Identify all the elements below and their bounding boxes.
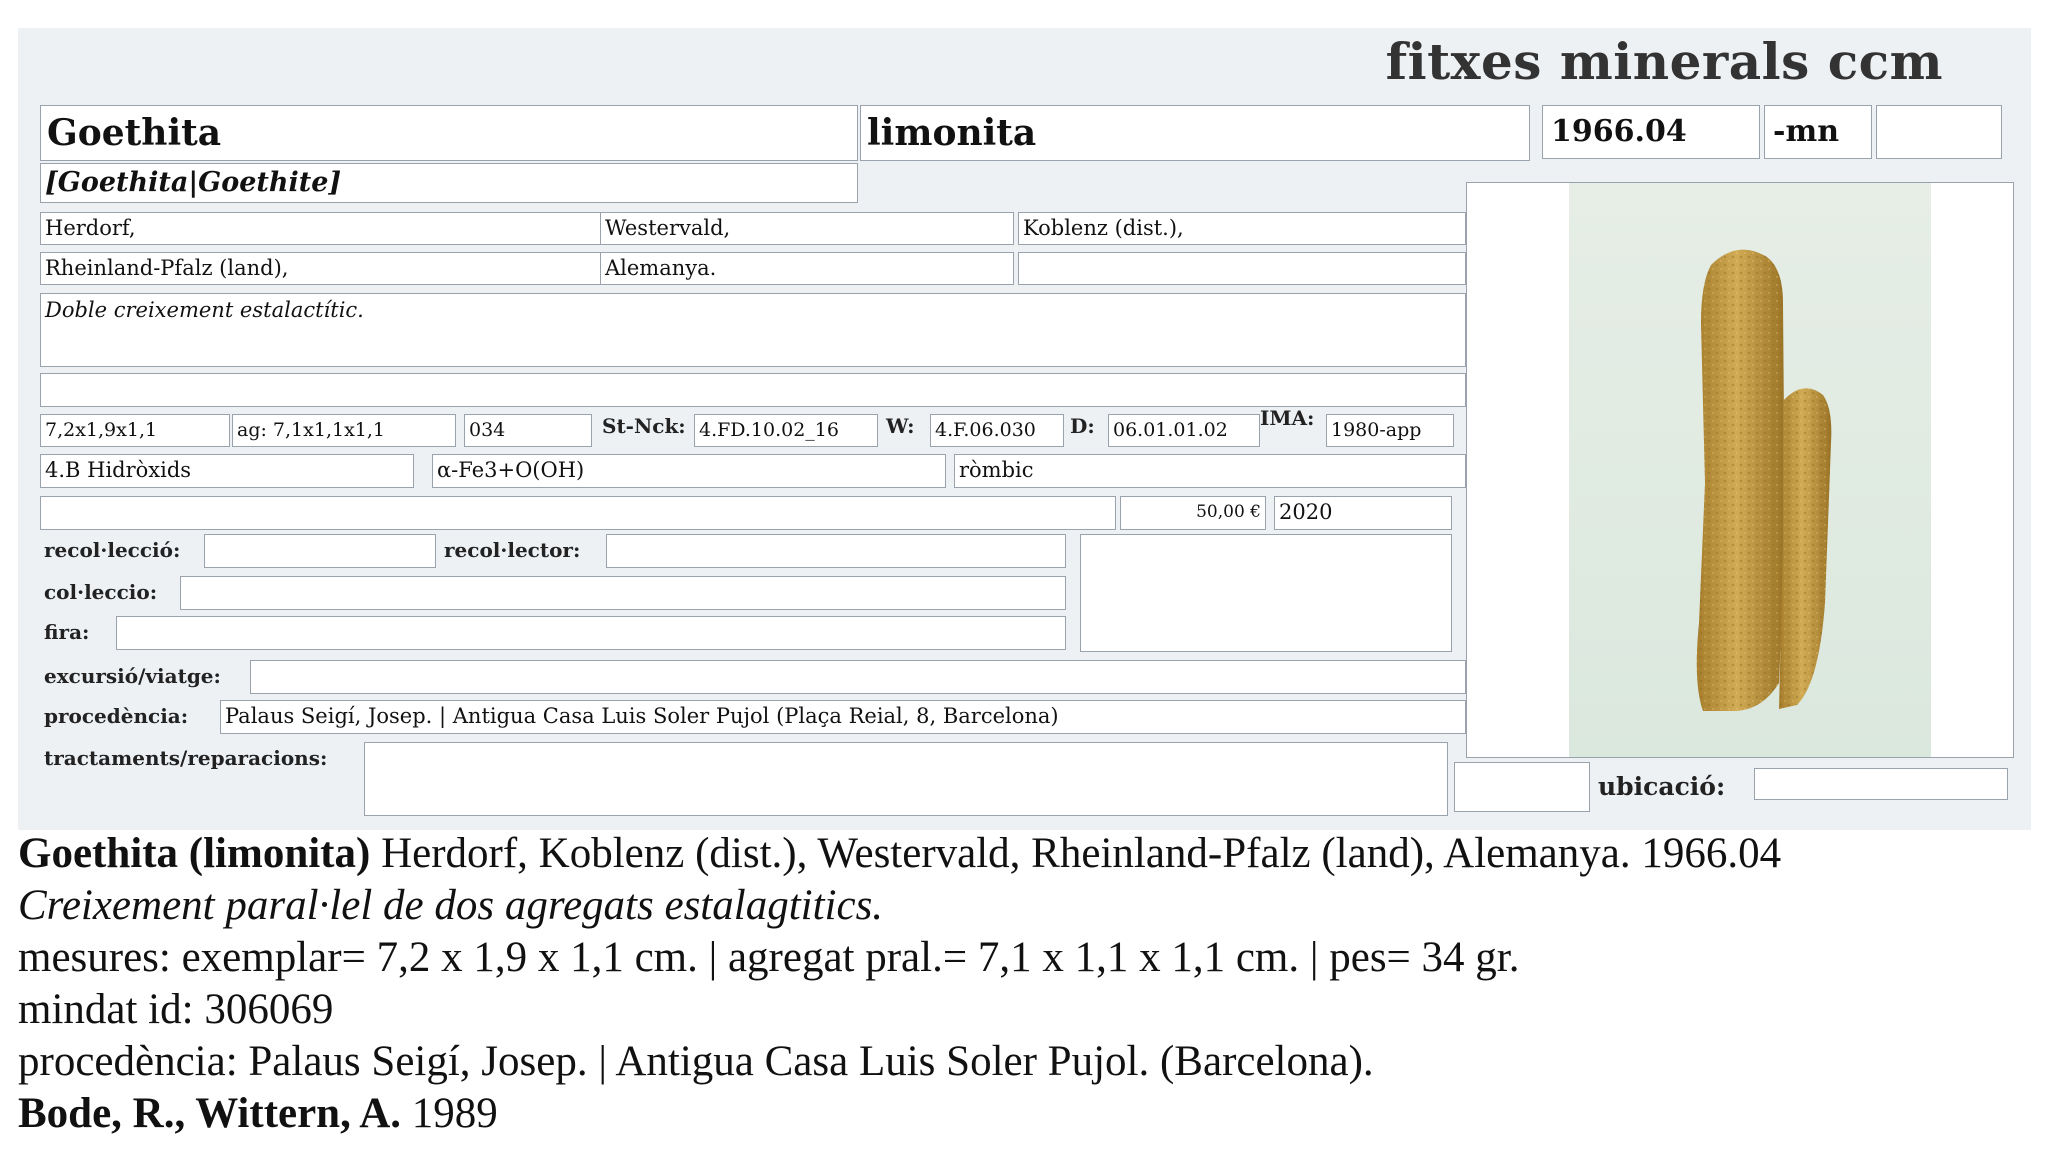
tractaments-field[interactable] bbox=[364, 742, 1448, 816]
summary-title: Goethita (limonita) bbox=[18, 830, 371, 877]
summary-authors: Bode, R., Wittern, A. bbox=[18, 1090, 402, 1137]
strunz-field[interactable]: 4.FD.10.02_16 bbox=[694, 414, 878, 447]
recol-leccio-field[interactable] bbox=[204, 534, 436, 568]
catalog-number-field[interactable]: 1966.04 bbox=[1542, 105, 1760, 159]
recol-leccio-label: recol·lecció: bbox=[44, 538, 181, 562]
mineral-specimen-photo bbox=[1467, 183, 2013, 757]
weight-field[interactable]: 034 bbox=[464, 414, 592, 447]
locality-field-3[interactable]: Koblenz (dist.), bbox=[1018, 212, 1466, 245]
mineral-name-field[interactable]: Goethita bbox=[40, 105, 858, 161]
procedencia-label: procedència: bbox=[44, 704, 189, 728]
w-label: W: bbox=[886, 414, 915, 438]
w-field[interactable]: 4.F.06.030 bbox=[930, 414, 1064, 447]
summary-procedencia: procedència: Palaus Seigí, Josep. | Antigua Casa Luis Soler Pujol. (Barcelona). bbox=[18, 1038, 1374, 1085]
synonyms-field[interactable]: [Goethita|Goethite] bbox=[40, 163, 858, 203]
ubicacio-field-a[interactable] bbox=[1454, 762, 1590, 812]
d-field[interactable]: 06.01.01.02 bbox=[1108, 414, 1260, 447]
description-field[interactable]: Doble creixement estalactític. bbox=[40, 293, 1466, 367]
recol-lector-label: recol·lector: bbox=[444, 538, 581, 562]
photo-frame bbox=[1466, 182, 2014, 758]
class-field[interactable]: 4.B Hidròxids bbox=[40, 454, 414, 488]
strunz-label: St-Nck: bbox=[602, 414, 686, 438]
locality-field-6[interactable] bbox=[1018, 252, 1466, 285]
summary-reference bbox=[18, 1088, 498, 1140]
year-field[interactable]: 2020 bbox=[1274, 496, 1452, 530]
recol-lector-field[interactable] bbox=[606, 534, 1066, 568]
extra-field[interactable] bbox=[1876, 105, 2002, 159]
fira-field[interactable] bbox=[116, 616, 1066, 650]
notes-field[interactable] bbox=[40, 373, 1466, 407]
d-label: D: bbox=[1070, 414, 1095, 438]
summary-measures: mesures: exemplar= 7,2 x 1,9 x 1,1 cm. | agregat pral.= 7,1 x 1,1 x 1,1 cm. | pes= 34 gr. bbox=[18, 934, 1520, 981]
summary-locality: Herdorf, Koblenz (dist.), Westervald, Rheinland-Pfalz (land), Alemanya. 1966.04 bbox=[370, 830, 1782, 877]
col-leccio-label: col·leccio: bbox=[44, 580, 158, 604]
aggregate-size-field[interactable]: ag: 7,1x1,1x1,1 bbox=[232, 414, 456, 447]
crystal-system-field[interactable]: ròmbic bbox=[954, 454, 1466, 488]
locality-field-2[interactable]: Westervald, bbox=[600, 212, 1014, 245]
ubicacio-label: ubicació: bbox=[1598, 772, 1726, 801]
summary-description: Creixement paral·lel de dos agregats estalagtitics. bbox=[18, 882, 884, 929]
ubicacio-field-b[interactable] bbox=[1754, 768, 2008, 800]
col-leccio-field[interactable] bbox=[180, 576, 1066, 610]
collection-notes-field[interactable] bbox=[1080, 534, 1452, 652]
tractaments-label: tractaments/reparacions: bbox=[44, 746, 328, 770]
locality-field-5[interactable]: Alemanya. bbox=[600, 252, 1014, 285]
price-field[interactable]: 50,00 € bbox=[1120, 496, 1266, 530]
summary-mindat-id: mindat id: 306069 bbox=[18, 986, 334, 1033]
fira-label: fira: bbox=[44, 620, 90, 644]
summary-line-1 bbox=[18, 828, 1781, 880]
locality-field-4[interactable]: Rheinland-Pfalz (land), bbox=[40, 252, 614, 285]
formula-field[interactable]: α-Fe3+O(OH) bbox=[432, 454, 946, 488]
card-title: fitxes minerals ccm bbox=[1385, 32, 1943, 91]
variety-field[interactable]: limonita bbox=[860, 105, 1530, 161]
suffix-field[interactable]: -mn bbox=[1764, 105, 1872, 159]
excursio-field[interactable] bbox=[250, 660, 1466, 694]
ima-label: IMA: bbox=[1260, 406, 1315, 430]
procedencia-field[interactable]: Palaus Seigí, Josep. | Antigua Casa Luis Soler Pujol (Plaça Reial, 8, Barcelona) bbox=[220, 700, 1466, 734]
excursio-label: excursió/viatge: bbox=[44, 664, 221, 688]
size-field[interactable]: 7,2x1,9x1,1 bbox=[40, 414, 230, 447]
ima-field[interactable]: 1980-app bbox=[1326, 414, 1454, 447]
misc-field[interactable] bbox=[40, 496, 1116, 530]
locality-field-1[interactable]: Herdorf, bbox=[40, 212, 614, 245]
summary-line-2 bbox=[18, 880, 883, 932]
summary-year: 1989 bbox=[401, 1090, 498, 1137]
